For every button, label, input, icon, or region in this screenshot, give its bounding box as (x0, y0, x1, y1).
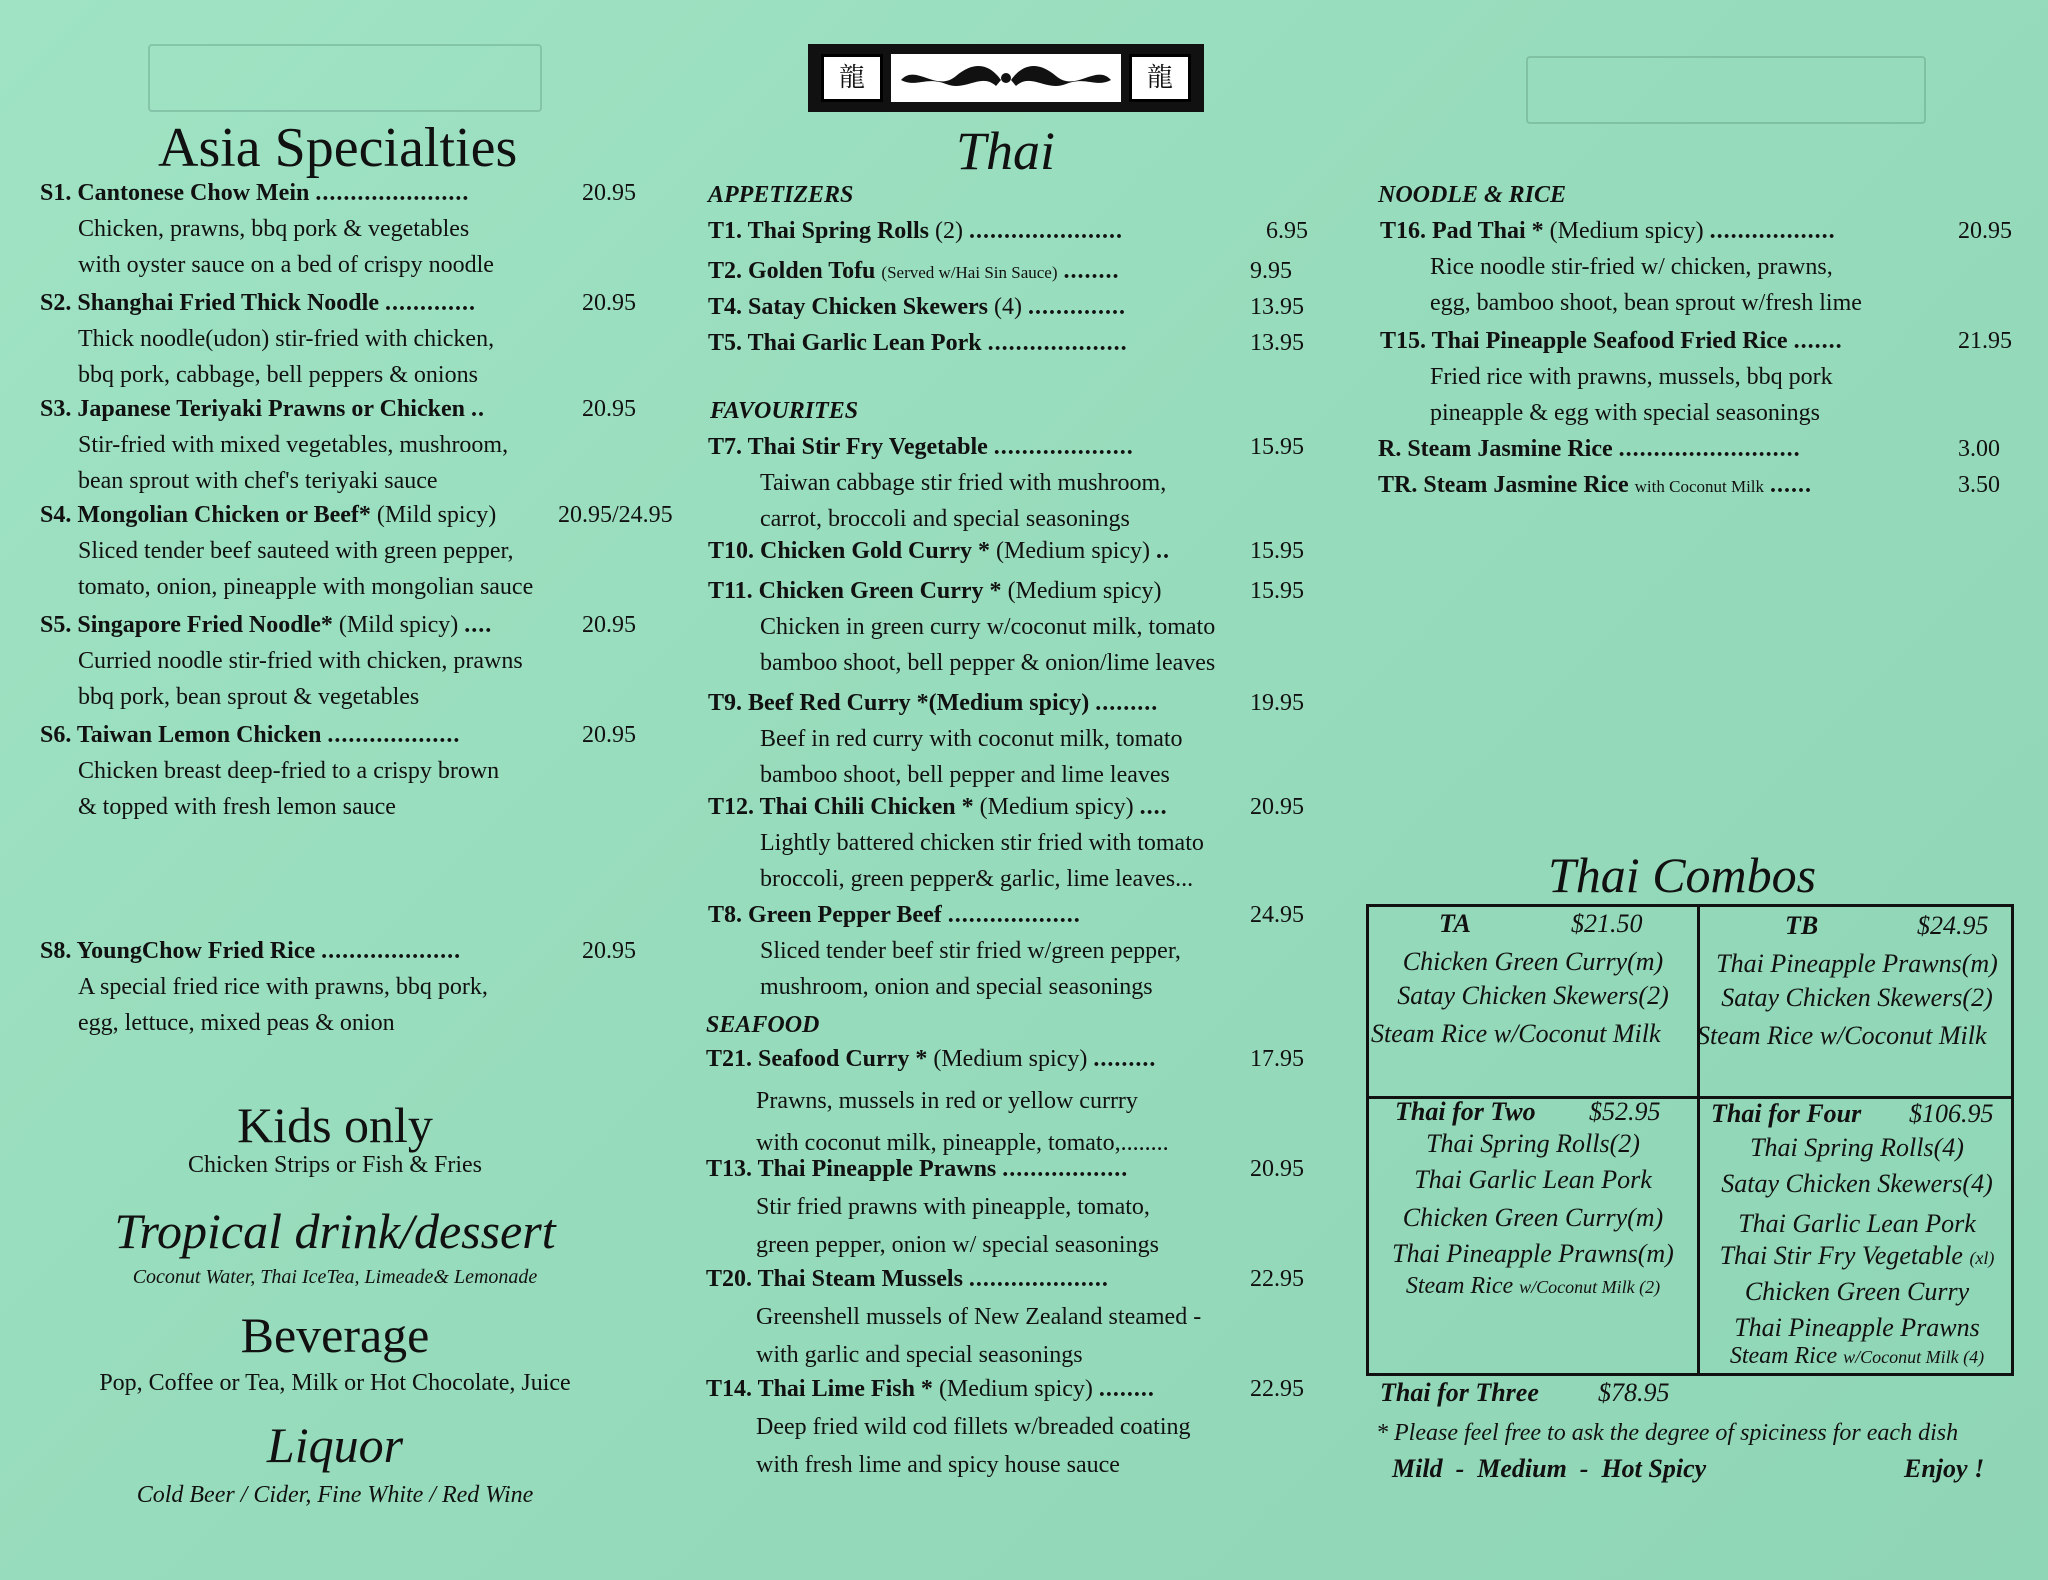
menu-item-name: S1. Cantonese Chow Mein ...................... (40, 180, 470, 206)
combo-four-line: Steam Rice w/Coconut Milk (4) (1729, 1343, 1985, 1369)
combo-four-line: Thai Garlic Lean Pork (1738, 1209, 1976, 1238)
menu-item-name: T11. Chicken Green Curry * (Medium spicy) (708, 578, 1162, 604)
menu-item-price: 19.95 (1250, 690, 1304, 716)
menu-item-price: 15.95 (1250, 434, 1304, 460)
menu-item-name: T4. Satay Chicken Skewers (4) .............. (708, 294, 1127, 320)
menu-item-price: 3.00 (1958, 436, 2000, 462)
menu-item-price: 15.95 (1250, 538, 1304, 564)
menu-item-price: 21.95 (1958, 328, 2012, 354)
menu-item-desc: broccoli, green pepper& garlic, lime leaves... (760, 866, 1194, 892)
beverage-title: Beverage (240, 1307, 430, 1363)
combo-four-name: Thai for Four (1711, 1099, 1862, 1128)
combo-ta-price: $21.50 (1571, 909, 1643, 938)
menu-item-desc: with garlic and special seasonings (756, 1342, 1083, 1368)
menu-item-name: T8. Green Pepper Beef ................... (708, 902, 1081, 928)
combo-tb-line: Thai Pineapple Prawns(m) (1716, 949, 1998, 978)
menu-item-desc: Stir-fried with mixed vegetables, mushroom, (78, 432, 509, 458)
liquor-title: Liquor (266, 1417, 404, 1473)
menu-item-desc: bean sprout with chef's teriyaki sauce (78, 468, 438, 494)
menu-item-name: TR. Steam Jasmine Rice with Coconut Milk ...... (1378, 472, 1813, 498)
menu-item-desc: Lightly battered chicken stir fried with tomato (760, 830, 1204, 856)
liquor-desc: Cold Beer / Cider, Fine White / Red Wine (136, 1482, 534, 1508)
spiciness-note: * Please feel free to ask the degree of spiciness for each dish (1376, 1420, 1959, 1446)
menu-item-price: 20.95 (582, 722, 636, 748)
dragon-emblem-icon: 龍 (821, 54, 883, 102)
menu-item-desc: with oyster sauce on a bed of crispy noodle (78, 252, 494, 278)
combo-tb-price: $24.95 (1917, 911, 1989, 940)
menu-item-desc: Stir fried prawns with pineapple, tomato, (756, 1194, 1150, 1220)
combo-four-line: Thai Spring Rolls(4) (1750, 1133, 1964, 1162)
menu-item-desc: egg, bamboo shoot, bean sprout w/fresh lime (1430, 290, 1862, 316)
menu-item-desc: Beef in red curry with coconut milk, tomato (760, 726, 1183, 752)
menu-item-name: T16. Pad Thai * (Medium spicy) .................. (1380, 218, 1836, 244)
kids-title: Kids only (237, 1097, 433, 1153)
menu-item-price: 9.95 (1250, 258, 1292, 284)
menu-item-desc: Fried rice with prawns, mussels, bbq pork (1430, 364, 1833, 390)
tropical-desc: Coconut Water, Thai IceTea, Limeade& Lemonade (132, 1266, 538, 1288)
menu-item-price: 20.95 (1958, 218, 2012, 244)
combo-ta-line: Satay Chicken Skewers(2) (1397, 981, 1669, 1010)
combo-two-name: Thai for Two (1395, 1097, 1536, 1126)
menu-item-desc: pineapple & egg with special seasonings (1430, 400, 1820, 426)
menu-item-desc: egg, lettuce, mixed peas & onion (78, 1010, 395, 1036)
menu-item-name: T20. Thai Steam Mussels .................... (706, 1266, 1109, 1292)
menu-item-desc: bamboo shoot, bell pepper and lime leaves (760, 762, 1170, 788)
menu-item-desc: A special fried rice with prawns, bbq pork, (78, 974, 488, 1000)
menu-item-price: 15.95 (1250, 578, 1304, 604)
menu-item-desc: tomato, onion, pineapple with mongolian sauce (78, 574, 534, 600)
menu-item-name: S4. Mongolian Chicken or Beef* (Mild spicy) (40, 502, 497, 528)
show-through-mark (1526, 56, 1926, 124)
show-through-mark (148, 44, 542, 112)
menu-item-desc: Chicken in green curry w/coconut milk, tomato (760, 614, 1216, 640)
thai-title: Thai (956, 121, 1056, 181)
combo-two-line: Chicken Green Curry(m) (1402, 1203, 1664, 1232)
combo-ta-line: Steam Rice w/Coconut Milk (1371, 1019, 1661, 1048)
menu-item-price: 22.95 (1250, 1266, 1304, 1292)
menu-item-name: T14. Thai Lime Fish * (Medium spicy) ........ (706, 1376, 1155, 1402)
menu-item-desc: Curried noodle stir-fried with chicken, prawns (78, 648, 523, 674)
menu-item-price: 20.95 (582, 396, 636, 422)
menu-item-price: 13.95 (1250, 294, 1304, 320)
menu-item-name: T13. Thai Pineapple Prawns .................. (706, 1156, 1129, 1182)
menu-item-price: 24.95 (1250, 902, 1304, 928)
menu-item-desc: with coconut milk, pineapple, tomato,........ (756, 1130, 1169, 1156)
menu-item-price: 22.95 (1250, 1376, 1304, 1402)
seafood-label: SEAFOOD (706, 1012, 820, 1038)
combo-two-line: Thai Pineapple Prawns(m) (1392, 1239, 1674, 1268)
menu-item-desc: bbq pork, bean sprout & vegetables (78, 684, 420, 710)
menu-item-desc: Chicken breast deep-fried to a crispy brown (78, 758, 500, 784)
menu-item-desc: carrot, broccoli and special seasonings (760, 506, 1130, 532)
menu-item-desc: Taiwan cabbage stir fried with mushroom, (760, 470, 1167, 496)
combo-three-price: $78.95 (1598, 1378, 1670, 1407)
menu-item-price: 3.50 (1958, 472, 2000, 498)
menu-item-name: S2. Shanghai Fried Thick Noodle ............. (40, 290, 476, 316)
menu-item-desc: Chicken, prawns, bbq pork & vegetables (78, 216, 470, 242)
menu-item-price: 20.95 (582, 180, 636, 206)
thai-combos-title: Thai Combos (1548, 847, 1817, 903)
menu-item-price: 13.95 (1250, 330, 1304, 356)
menu-item-price: 20.95 (582, 612, 636, 638)
menu-item-name: S6. Taiwan Lemon Chicken ................... (40, 722, 461, 748)
menu-item-desc: Greenshell mussels of New Zealand steamed - (756, 1304, 1202, 1330)
menu-item-name: T12. Thai Chili Chicken * (Medium spicy) .... (708, 794, 1168, 820)
menu-item-price: 20.95 (1250, 794, 1304, 820)
combo-two-price: $52.95 (1589, 1097, 1661, 1126)
menu-item-desc: Prawns, mussels in red or yellow currry (756, 1088, 1138, 1114)
combo-table (1366, 904, 2014, 1376)
menu-item-price: 20.95 (582, 938, 636, 964)
menu-item-desc: green pepper, onion w/ special seasonings (756, 1232, 1159, 1258)
enjoy-text: Enjoy ! (1904, 1454, 1985, 1483)
combo-four-line: Satay Chicken Skewers(4) (1721, 1169, 1993, 1198)
kids-desc: Chicken Strips or Fish & Fries (187, 1152, 482, 1178)
menu-item-desc: Deep fried wild cod fillets w/breaded coating (756, 1414, 1191, 1440)
combo-four-line: Thai Pineapple Prawns (1734, 1313, 1980, 1342)
dragon-emblem-icon: 龍 (1129, 54, 1191, 102)
spiciness-levels: Mild - Medium - Hot Spicy (1392, 1454, 1707, 1483)
asia-specialties-title: Asia Specialties (158, 117, 518, 179)
favourites-label: FAVOURITES (710, 398, 859, 424)
menu-item-desc: & topped with fresh lemon sauce (78, 794, 396, 820)
menu-item-name: T15. Thai Pineapple Seafood Fried Rice ....... (1380, 328, 1843, 354)
menu-item-desc: bamboo shoot, bell pepper & onion/lime leaves (760, 650, 1216, 676)
combo-four-line: Chicken Green Curry (1744, 1277, 1970, 1306)
menu-item-desc: Sliced tender beef stir fried w/green pepper, (760, 938, 1181, 964)
tropical-title: Tropical drink/dessert (114, 1203, 556, 1259)
appetizers-label: APPETIZERS (708, 182, 854, 208)
menu-item-name: T7. Thai Stir Fry Vegetable .................... (708, 434, 1134, 460)
dragon-banner (808, 44, 1204, 112)
noodle-rice-label: NOODLE & RICE (1378, 182, 1567, 208)
menu-item-name: T10. Chicken Gold Curry * (Medium spicy) .. (708, 538, 1171, 564)
combo-ta-name: TA (1439, 909, 1471, 938)
menu-item-name: S5. Singapore Fried Noodle* (Mild spicy) .... (40, 612, 493, 638)
menu-item-price: 17.95 (1250, 1046, 1304, 1072)
menu-item-price: 6.95 (1266, 218, 1308, 244)
menu-item-desc: Sliced tender beef sauteed with green pepper, (78, 538, 514, 564)
menu-item-desc: bbq pork, cabbage, bell peppers & onions (78, 362, 478, 388)
combo-four-price: $106.95 (1909, 1099, 1994, 1128)
menu-item-name: S8. YoungChow Fried Rice .................... (40, 938, 462, 964)
combo-two-line: Thai Garlic Lean Pork (1414, 1165, 1652, 1194)
menu-item-name: R. Steam Jasmine Rice .......................... (1378, 436, 1801, 462)
menu-item-name: T5. Thai Garlic Lean Pork .................... (708, 330, 1128, 356)
combo-three-name: Thai for Three (1380, 1378, 1539, 1407)
menu-item-name: T1. Thai Spring Rolls (2) ...................... (708, 218, 1123, 244)
menu-item-desc: Rice noodle stir-fried w/ chicken, prawns, (1430, 254, 1833, 280)
combo-tb-line: Steam Rice w/Coconut Milk (1697, 1021, 1987, 1050)
combo-two-line: Thai Spring Rolls(2) (1426, 1129, 1640, 1158)
menu-item-desc: Thick noodle(udon) stir-fried with chicken, (78, 326, 495, 352)
menu-item-price: 20.95/24.95 (558, 502, 673, 528)
menu-item-name: T9. Beef Red Curry *(Medium spicy) ......... (708, 690, 1159, 716)
combo-tb-line: Satay Chicken Skewers(2) (1721, 983, 1993, 1012)
menu-item-name: T21. Seafood Curry * (Medium spicy) ......... (706, 1046, 1157, 1072)
combo-two-line: Steam Rice w/Coconut Milk (2) (1405, 1273, 1661, 1299)
menu-item-price: 20.95 (1250, 1156, 1304, 1182)
menu-item-name: S3. Japanese Teriyaki Prawns or Chicken .. (40, 396, 485, 422)
combo-four-line: Thai Stir Fry Vegetable (xl) (1719, 1241, 1995, 1270)
twin-dragons-icon (891, 54, 1121, 102)
combo-tb-name: TB (1785, 911, 1819, 940)
menu-item-desc: with fresh lime and spicy house sauce (756, 1452, 1120, 1478)
menu-item-price: 20.95 (582, 290, 636, 316)
menu-item-name: T2. Golden Tofu (Served w/Hai Sin Sauce) ........ (708, 258, 1120, 284)
menu-item-desc: mushroom, onion and special seasonings (760, 974, 1153, 1000)
beverage-desc: Pop, Coffee or Tea, Milk or Hot Chocolate, Juice (99, 1370, 571, 1396)
combo-ta-line: Chicken Green Curry(m) (1402, 947, 1664, 976)
